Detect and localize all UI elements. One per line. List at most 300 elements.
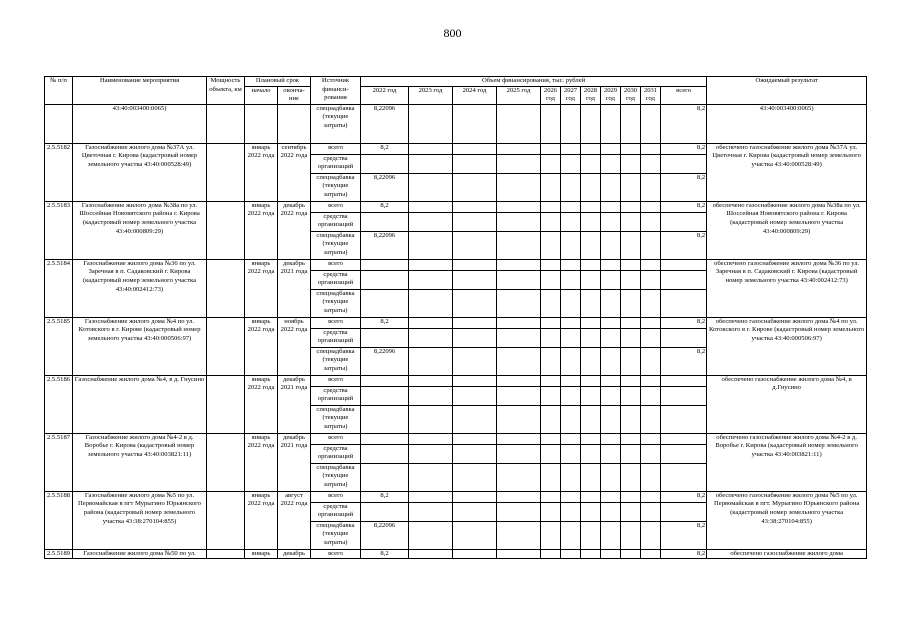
cell-source: средства организаций <box>311 444 361 463</box>
cell-end: сентябрь 2022 года <box>278 143 311 201</box>
cell-year-empty <box>641 444 661 463</box>
cell-source: всего <box>311 259 361 270</box>
cell-year-empty <box>621 491 641 502</box>
cell-year-empty <box>661 270 707 289</box>
cell-result: обеспечено газоснабжение жилого дома №36 по ул. Заречная в п. Садаковский г. Кирова (кадастровый номер земельного участка 43:40:002412:73) <box>707 259 867 317</box>
cell-year-empty <box>581 289 601 317</box>
cell-year-empty <box>621 143 641 154</box>
cell-year-empty <box>641 433 661 444</box>
cell-year-empty <box>409 405 453 433</box>
cell-name: Газоснабжение жилого дома №5 по ул. Первомайская в пгт Мурыгино Юрьянского района (кадастровый номер земельного участка 43:38:270104:855) <box>73 491 207 549</box>
cell-source: всего <box>311 549 361 559</box>
header-year-2031: 2031 год <box>641 86 661 104</box>
cell-year-empty <box>409 375 453 386</box>
header-year-2028: 2028 год <box>581 86 601 104</box>
cell-year-empty <box>541 231 561 259</box>
cell-year-empty <box>497 375 541 386</box>
cell-year-empty <box>453 433 497 444</box>
cell-year-empty <box>561 270 581 289</box>
cell-year-empty <box>453 154 497 173</box>
cell-year-empty <box>561 433 581 444</box>
cell-year-empty <box>601 259 621 270</box>
cell-year-empty <box>641 347 661 375</box>
cell-year-empty <box>453 444 497 463</box>
cell-year-empty <box>561 491 581 502</box>
cell-year-empty <box>601 549 621 559</box>
cell-year-empty <box>453 521 497 549</box>
cell-year-empty <box>641 173 661 201</box>
cell-year-empty <box>621 433 641 444</box>
cell-year-empty <box>409 154 453 173</box>
cell-year-empty <box>561 386 581 405</box>
cell-year-empty <box>453 491 497 502</box>
cell-year-empty <box>361 502 409 521</box>
table-row <box>45 201 867 212</box>
cell-year-empty <box>541 143 561 154</box>
cell-year-empty <box>641 201 661 212</box>
cell-year-empty <box>641 521 661 549</box>
table-row <box>45 375 867 386</box>
cell-year-empty <box>641 502 661 521</box>
header-start: начало <box>245 86 278 104</box>
cell-year-empty <box>453 143 497 154</box>
cell-year-empty <box>541 502 561 521</box>
cell-start: январь <box>245 549 278 559</box>
cell-source: средства организаций <box>311 212 361 231</box>
cell-year-empty <box>581 270 601 289</box>
cell-year-empty <box>541 386 561 405</box>
cell-name: Газоснабжение жилого дома №4, в д. Гнусино <box>73 375 207 433</box>
cell-year-empty <box>453 173 497 201</box>
table-row <box>45 491 867 502</box>
cell-year-empty <box>561 502 581 521</box>
cell-start: январь 2022 года <box>245 201 278 259</box>
header-year-2027: 2027 год <box>561 86 581 104</box>
cell-year-empty <box>601 386 621 405</box>
cell-year-empty <box>641 375 661 386</box>
cell-end: декабрь <box>278 549 311 559</box>
cell-total: 8,2 <box>661 549 707 559</box>
table-row-continuation <box>45 104 867 143</box>
cell-year-empty <box>581 201 601 212</box>
cell-year-empty <box>661 444 707 463</box>
cell-year-empty <box>409 521 453 549</box>
cell-result: обеспечено газоснабжение жилого дома №5 по ул. Первомайская в пгт. Мурыгино Юрьянского района (кадастровый номер земельного участка 43:38:270104:855) <box>707 491 867 549</box>
cell-year-empty <box>621 463 641 491</box>
cell-year-empty <box>621 444 641 463</box>
cell-source: средства организаций <box>311 386 361 405</box>
cell-total: 8,2 <box>661 317 707 328</box>
cell-year-empty <box>409 231 453 259</box>
cell-year-empty <box>497 386 541 405</box>
cell-source: спецнадбавка (текущие затраты) <box>311 104 361 143</box>
cell-year-empty <box>541 270 561 289</box>
cell-year-empty <box>497 231 541 259</box>
cell-year-empty <box>453 463 497 491</box>
cell-num: 2.5.5189 <box>45 549 73 559</box>
cell-year-empty <box>541 549 561 559</box>
cell-name: Газоснабжение жилого дома №37А ул. Цветочная г. Кирова (кадастровый номер земельного участка 43:40:000528:49) <box>73 143 207 201</box>
cell-year-empty <box>641 154 661 173</box>
cell-2022 <box>361 259 409 270</box>
cell-year-empty <box>541 375 561 386</box>
cell-year-empty <box>409 463 453 491</box>
cell-year-empty <box>541 521 561 549</box>
cell-2022: 8,2 <box>361 201 409 212</box>
cell-capacity <box>207 549 245 559</box>
cell-year-empty <box>661 328 707 347</box>
cell-num: 2.5.5183 <box>45 201 73 259</box>
cell-year-empty <box>621 201 641 212</box>
cell-end: август 2022 года <box>278 491 311 549</box>
cell-year-empty <box>621 347 641 375</box>
cell-year-empty <box>453 231 497 259</box>
header-period: Плановый срок <box>245 77 311 87</box>
cell-num: 2.5.5185 <box>45 317 73 375</box>
cell-year-empty <box>601 463 621 491</box>
cell-source: спецнадбавка (текущие затраты) <box>311 405 361 433</box>
cell-year-empty <box>409 259 453 270</box>
table-row-partial <box>45 549 867 559</box>
cell-num: 2.5.5182 <box>45 143 73 201</box>
cell-year-empty <box>497 259 541 270</box>
cell-year-empty <box>621 386 641 405</box>
cell-year-empty <box>641 405 661 433</box>
cell-year-empty <box>561 231 581 259</box>
cell-capacity <box>207 433 245 491</box>
cell-year-empty <box>361 212 409 231</box>
cell-start: январь 2022 года <box>245 491 278 549</box>
cell-2022: 8,2 <box>361 143 409 154</box>
cell-year-empty <box>601 521 621 549</box>
cell-start: январь 2022 года <box>245 433 278 491</box>
cell-year-empty <box>601 212 621 231</box>
cell-year-empty <box>541 212 561 231</box>
cell-year-empty <box>621 375 641 386</box>
cell-year-empty <box>561 521 581 549</box>
cell-year-empty <box>361 328 409 347</box>
cell-start: январь 2022 года <box>245 259 278 317</box>
cell-name: Газоснабжение жилого дома №4-2 в д. Воробье г. Кирова (кадастровый номер земельного участка 43:40:003821:11) <box>73 433 207 491</box>
cell-year-empty <box>409 201 453 212</box>
cell-year-empty <box>561 173 581 201</box>
cell-2022 <box>361 463 409 491</box>
cell-source: спецнадбавка (текущие затраты) <box>311 463 361 491</box>
cell-year-empty <box>561 375 581 386</box>
cell-year-empty <box>661 502 707 521</box>
cell-year-empty <box>497 270 541 289</box>
cell-year-empty <box>453 212 497 231</box>
cell-year-empty <box>497 143 541 154</box>
cell-result: обеспечено газоснабжение жилого дома №37А ул. Цветочная г. Кирова (кадастровый номер земельного участка 43:40:000528:49) <box>707 143 867 201</box>
cell-year-empty <box>581 386 601 405</box>
cell-year-empty <box>661 386 707 405</box>
cell-year-empty <box>581 463 601 491</box>
cell-year-empty <box>541 347 561 375</box>
cell-result: обеспечено газоснабжение жилого дома №38а по ул. Шоссейная Нововятского района г. Кирова (кадастровый номер земельного участка 43:40:000809:29) <box>707 201 867 259</box>
cell-year-empty <box>601 317 621 328</box>
cell-source: спецнадбавка (текущие затраты) <box>311 231 361 259</box>
cell-year-empty <box>541 444 561 463</box>
cell-year-empty <box>641 491 661 502</box>
cell-end: декабрь 2021 года <box>278 433 311 491</box>
cell-year-empty <box>409 289 453 317</box>
cell-year-empty <box>561 317 581 328</box>
page-number: 800 <box>443 26 462 40</box>
cell-year-empty <box>497 212 541 231</box>
cell-year-empty <box>601 231 621 259</box>
header-year-2025: 2025 год <box>497 86 541 104</box>
cell-year-empty <box>581 502 601 521</box>
cell-year-empty <box>541 259 561 270</box>
cell-year-empty <box>409 502 453 521</box>
cell-source: всего <box>311 143 361 154</box>
cell-year-empty <box>621 212 641 231</box>
cell-year-empty <box>621 405 641 433</box>
cell-year-empty <box>409 549 453 559</box>
cell-source: спецнадбавка (текущие затраты) <box>311 173 361 201</box>
cell-year-empty <box>581 347 601 375</box>
cell-result: обеспечено газоснабжение жилого дома №4, в д.Гнусино <box>707 375 867 433</box>
cell-total: 8,2 <box>661 143 707 154</box>
cell-2022: 8,2 <box>361 549 409 559</box>
cell-year-empty <box>361 386 409 405</box>
cell-year-empty <box>601 173 621 201</box>
cell-year-empty <box>561 405 581 433</box>
cell-num: 2.5.5186 <box>45 375 73 433</box>
cell-year-empty <box>641 143 661 154</box>
cell-year-empty <box>409 444 453 463</box>
cell-year-empty <box>641 231 661 259</box>
cell-source: спецнадбавка (текущие затраты) <box>311 347 361 375</box>
cell-year-empty <box>497 521 541 549</box>
cell-start: январь 2022 года <box>245 375 278 433</box>
cell-year-empty <box>541 154 561 173</box>
cell-2022: 8,22096 <box>361 231 409 259</box>
cell-capacity <box>207 491 245 549</box>
cell-year-empty <box>581 231 601 259</box>
header-year-2026: 2026 год <box>541 86 561 104</box>
cell-year-empty <box>453 259 497 270</box>
cell-num: 2.5.5184 <box>45 259 73 317</box>
cell-end: декабрь 2022 года <box>278 201 311 259</box>
cell-start: январь 2022 года <box>245 317 278 375</box>
cell-2022: 8,2 <box>361 491 409 502</box>
cell-end: декабрь 2021 года <box>278 259 311 317</box>
cell-source: средства организаций <box>311 154 361 173</box>
cell-2022: 8,22096 <box>361 521 409 549</box>
cell-year-empty <box>541 173 561 201</box>
cell-year-empty <box>453 386 497 405</box>
cell-year-empty <box>453 289 497 317</box>
cell-year-empty <box>409 491 453 502</box>
cell-year-empty <box>453 317 497 328</box>
header-source: Источник финанси-рования <box>311 77 361 105</box>
cell-total <box>661 463 707 491</box>
cell-source: спецнадбавка (текущие затраты) <box>311 521 361 549</box>
cell-year-empty <box>361 154 409 173</box>
cell-year-empty <box>641 289 661 317</box>
cell-year-empty <box>541 289 561 317</box>
cell-total: 8,2 <box>661 521 707 549</box>
cell-year-empty <box>497 444 541 463</box>
cell-year-empty <box>601 328 621 347</box>
cell-num: 2.5.5187 <box>45 433 73 491</box>
cell-source: спецнадбавка (текущие затраты) <box>311 289 361 317</box>
cell-2022 <box>361 375 409 386</box>
cell-year-empty <box>621 317 641 328</box>
cell-year-empty <box>497 405 541 433</box>
cell-total: 8,2 <box>661 347 707 375</box>
cell-capacity <box>207 143 245 201</box>
cell-2022: 8,22096 <box>361 347 409 375</box>
cell-total <box>661 289 707 317</box>
cell-year-empty <box>641 317 661 328</box>
cell-source: всего <box>311 375 361 386</box>
cell-year-empty <box>601 143 621 154</box>
cell-year-empty <box>409 328 453 347</box>
cell-year-empty <box>409 347 453 375</box>
header-result: Ожидаемый результат <box>707 77 867 105</box>
cell-year-empty <box>601 154 621 173</box>
cell-result: обеспечено газоснабжение жилого дома №4-2 в д. Воробье г. Кирова (кадастровый номер земельного участка 43:40:003821:11) <box>707 433 867 491</box>
cell-year-empty <box>497 289 541 317</box>
cell-year-empty <box>601 347 621 375</box>
header-num: № п/п <box>45 77 73 105</box>
cell-year-empty <box>453 201 497 212</box>
cell-year-empty <box>409 270 453 289</box>
cell-total: 8,2 <box>661 104 707 143</box>
cell-year-empty <box>581 317 601 328</box>
cell-year-empty <box>541 463 561 491</box>
cell-end: ноябрь 2022 года <box>278 317 311 375</box>
cell-year-empty <box>409 173 453 201</box>
cell-year-empty <box>581 259 601 270</box>
cell-year-empty <box>581 154 601 173</box>
table-row <box>45 433 867 444</box>
cell-year-empty <box>361 270 409 289</box>
cell-year-empty <box>581 143 601 154</box>
cell-year-empty <box>581 173 601 201</box>
cell-year-empty <box>497 491 541 502</box>
cell-year-empty <box>581 433 601 444</box>
cell-year-empty <box>581 444 601 463</box>
cell-year-empty <box>621 502 641 521</box>
header-year-2029: 2029 год <box>601 86 621 104</box>
cell-year-empty <box>453 270 497 289</box>
header-funding: Объем финансирования, тыс. рублей <box>361 77 707 87</box>
cell-year-empty <box>541 405 561 433</box>
cell-year-empty <box>453 502 497 521</box>
cell-year-empty <box>621 154 641 173</box>
cell-name: Газоснабжение жилого дома №38а по ул. Шоссейная Нововятского района г. Кирова (кадастровый номер земельного участка 43:40:000809:29) <box>73 201 207 259</box>
cell-year-empty <box>641 212 661 231</box>
cell-year-empty <box>561 201 581 212</box>
cell-total <box>661 375 707 386</box>
header-total: всего <box>661 86 707 104</box>
cell-capacity <box>207 375 245 433</box>
cell-year-empty <box>661 154 707 173</box>
cell-year-empty <box>541 317 561 328</box>
cell-source: всего <box>311 317 361 328</box>
cell-year-empty <box>641 463 661 491</box>
cell-year-empty <box>581 328 601 347</box>
cell-year-empty <box>453 405 497 433</box>
cell-result: 43:40:003400:0065) <box>707 104 867 143</box>
cell-year-empty <box>561 259 581 270</box>
cell-year-empty <box>497 433 541 444</box>
cell-year-empty <box>453 328 497 347</box>
cell-2022: 8,2 <box>361 317 409 328</box>
cell-year-empty <box>581 212 601 231</box>
cell-2022 <box>361 405 409 433</box>
cell-year-empty <box>541 201 561 212</box>
cell-capacity <box>207 259 245 317</box>
cell-source: всего <box>311 201 361 212</box>
cell-year-empty <box>497 463 541 491</box>
cell-year-empty <box>601 289 621 317</box>
cell-year-empty <box>561 444 581 463</box>
cell-year-empty <box>601 433 621 444</box>
table-row <box>45 259 867 270</box>
cell-source: средства организаций <box>311 270 361 289</box>
cell-total: 8,2 <box>661 491 707 502</box>
cell-year-empty <box>621 521 641 549</box>
cell-year-empty <box>409 317 453 328</box>
cell-2022: 8,22096 <box>361 173 409 201</box>
cell-start: январь 2022 года <box>245 143 278 201</box>
cell-year-empty <box>601 201 621 212</box>
cell-year-empty <box>497 154 541 173</box>
cell-year-empty <box>497 201 541 212</box>
cell-end: декабрь 2021 года <box>278 375 311 433</box>
header-name: Наименование мероприятия <box>73 77 207 105</box>
cell-num: 2.5.5188 <box>45 491 73 549</box>
cell-total: 8,2 <box>661 173 707 201</box>
cell-year-empty <box>581 521 601 549</box>
cell-year-empty <box>621 259 641 270</box>
cell-total: 8,2 <box>661 231 707 259</box>
cell-year-empty <box>541 328 561 347</box>
cell-year-empty <box>561 347 581 375</box>
cell-2022 <box>361 433 409 444</box>
cell-name: Газоснабжение жилого дома №50 по ул. <box>73 549 207 559</box>
header-capacity: Мощность объекта, км <box>207 77 245 105</box>
cell-source: всего <box>311 433 361 444</box>
cell-year-empty <box>453 375 497 386</box>
cell-2022 <box>361 289 409 317</box>
cell-year-empty <box>541 491 561 502</box>
cell-year-empty <box>601 491 621 502</box>
cell-year-empty <box>561 143 581 154</box>
cell-year-empty <box>581 405 601 433</box>
cell-year-empty <box>497 502 541 521</box>
cell-result: обеспечено газоснабжение жилого дома <box>707 549 867 559</box>
cell-year-empty <box>409 143 453 154</box>
cell-year-empty <box>361 444 409 463</box>
header-year-2022: 2022 год <box>361 86 409 104</box>
cell-result: обеспечено газоснабжение жилого дома №4 по ул. Котовского в г. Кирове (кадастровый номер земельного участка 43:40:000506:97) <box>707 317 867 375</box>
table-row <box>45 317 867 328</box>
cell-year-empty <box>581 549 601 559</box>
cell-total <box>661 259 707 270</box>
cell-year-empty <box>409 212 453 231</box>
cell-capacity <box>207 201 245 259</box>
cell-name: 43:40:003400:0065) <box>73 104 207 143</box>
cell-year-empty <box>641 270 661 289</box>
cell-year-empty <box>541 433 561 444</box>
cell-year-empty <box>497 173 541 201</box>
